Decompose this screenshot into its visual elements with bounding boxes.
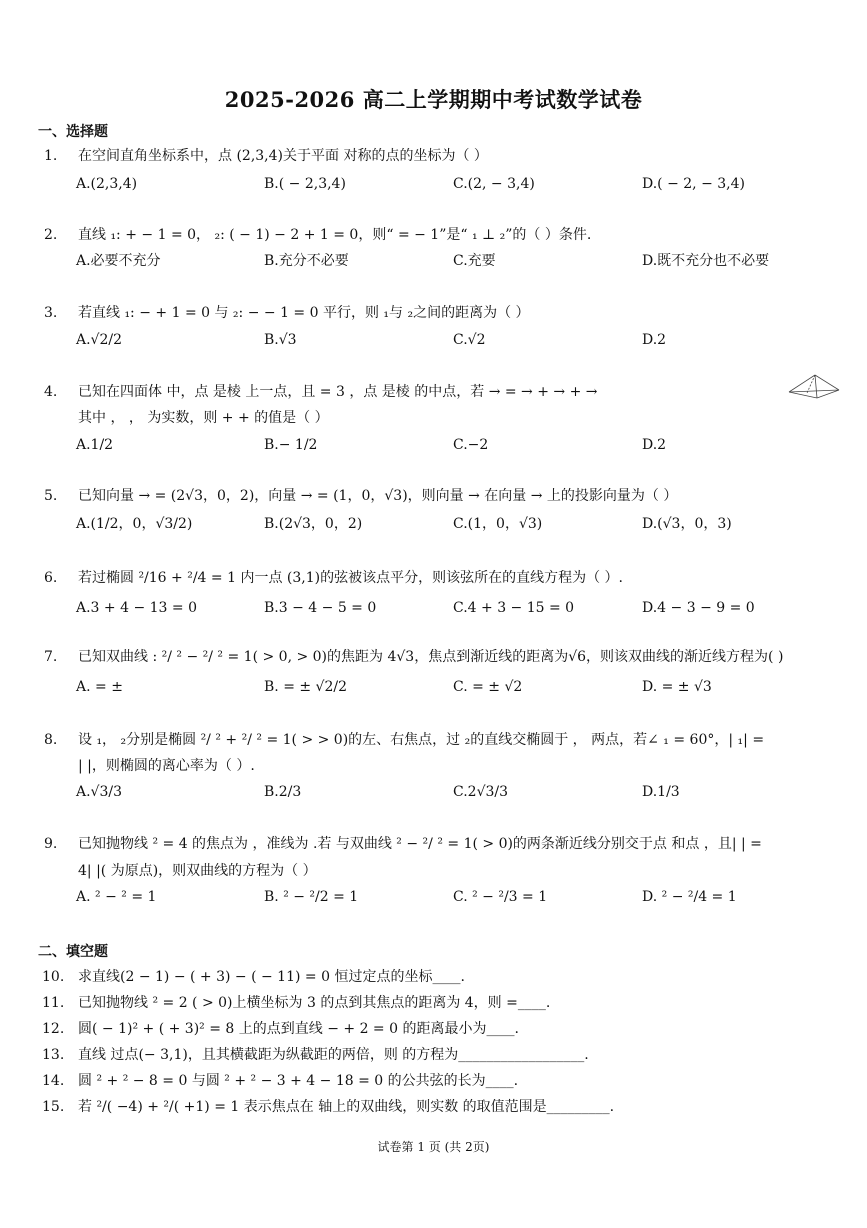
question-stem: 圆 ² + ² − 8 = 0 与圆 ² + ² − 3 + 4 − 18 = 0 的公共弦的长为____.	[78, 1073, 519, 1089]
fill-question-15	[42, 1097, 614, 1117]
fill-question-14	[42, 1071, 518, 1091]
question-2	[44, 225, 834, 245]
question-9-continuation: 4| |( 为原点)，则双曲线的方程为（ ）	[78, 863, 317, 879]
option-c: C.(1，0，√3)	[453, 516, 543, 532]
option-d: D.2	[642, 437, 667, 453]
question-number: 3.	[44, 305, 58, 321]
option-a: A.(2,3,4)	[76, 176, 138, 192]
fill-question-10	[42, 967, 465, 987]
question-number: 1.	[44, 148, 58, 164]
question-stem: 求直线(2 − 1) − ( + 3) − ( − 11) = 0 恒过定点的坐标____.	[78, 969, 465, 985]
option-b: B.充分不必要	[264, 253, 349, 269]
question-stem: 若 ²/( −4) + ²/( +1) = 1 表示焦点在 轴上的双曲线，则实数 的取值范围是_________.	[78, 1099, 615, 1115]
question-stem: 若直线 ₁: − + 1 = 0 与 ₂: − − 1 = 0 平行，则 ₁与 ₂之间的距离为（ ）	[78, 305, 530, 321]
option-a: A.1/2	[76, 437, 114, 453]
question-stem: 已知在四面体 中，点 是棱 上一点，且 = 3 ，点 是棱 的中点，若 → = → + → + →	[78, 384, 598, 400]
question-stem: 已知向量 → = (2√3，0，2)，向量 → = (1，0，√3)，则向量 → 在向量 → 上的投影向量为（ ）	[78, 488, 678, 504]
question-9	[44, 834, 834, 854]
option-b: B.2/3	[264, 784, 302, 800]
question-8	[44, 730, 834, 750]
question-8-continuation: | |，则椭圆的离心率为（ ）.	[78, 758, 255, 774]
question-number: 12.	[42, 1021, 65, 1037]
question-3	[44, 303, 834, 323]
question-stem: 若过椭圆 ²/16 + ²/4 = 1 内一点 (3,1)的弦被该点平分，则该弦所在的直线方程为（ ）.	[78, 570, 623, 586]
option-d: D.(√3，0，3)	[642, 516, 732, 532]
question-4	[44, 382, 834, 402]
question-4-continuation: 其中 ， ， 为实数，则 + + 的值是（ ）	[78, 410, 329, 426]
option-b: B.(2√3，0，2)	[264, 516, 363, 532]
question-6	[44, 568, 834, 588]
option-c: C.4 + 3 − 15 = 0	[453, 600, 575, 616]
option-c: C.充要	[453, 253, 496, 269]
option-b: B.( − 2,3,4)	[264, 176, 346, 192]
option-c: C.2√3/3	[453, 784, 509, 800]
question-number: 13.	[42, 1047, 65, 1063]
option-b: B.√3	[264, 332, 297, 348]
question-stem: 设 ₁， ₂分别是椭圆 ²/ ² + ²/ ² = 1( > > 0)的左、右焦点，过 ₂的直线交椭圆于 ， 两点，若∠ ₁ = 60°，| ₁| =	[78, 732, 765, 748]
option-d: D.1/3	[642, 784, 680, 800]
question-number: 8.	[44, 732, 58, 748]
question-5	[44, 486, 834, 506]
question-number: 7.	[44, 649, 58, 665]
question-stem: 直线 过点(− 3,1)，且其横截距为纵截距的两倍，则 的方程为__________________.	[78, 1047, 589, 1063]
fill-question-13	[42, 1045, 589, 1065]
question-stem: 已知抛物线 ² = 4 的焦点为 ，准线为 .若 与双曲线 ² − ²/ ² = 1( > 0)的两条渐近线分别交于点 和点 ，且| | =	[78, 836, 762, 852]
option-b: B. = ± √2/2	[264, 679, 348, 695]
question-number: 4.	[44, 384, 58, 400]
fill-question-12	[42, 1019, 519, 1039]
question-number: 11.	[42, 995, 65, 1011]
option-c: C. = ± √2	[453, 679, 523, 695]
option-a: A.必要不充分	[76, 253, 161, 269]
option-c: C.−2	[453, 437, 489, 453]
section-heading-choice: 一、选择题	[38, 124, 108, 140]
option-a: A.3 + 4 − 13 = 0	[76, 600, 197, 616]
option-d: D.4 − 3 − 9 = 0	[642, 600, 755, 616]
question-number: 6.	[44, 570, 58, 586]
question-number: 14.	[42, 1073, 65, 1089]
question-stem: 已知抛物线 ² = 2 ( > 0)上横坐标为 3 的点到其焦点的距离为 4，则 =____.	[78, 995, 551, 1011]
question-stem: 圆( − 1)² + ( + 3)² = 8 上的点到直线 − + 2 = 0 的距离最小为____.	[78, 1021, 519, 1037]
option-c: C. ² − ²/3 = 1	[453, 889, 548, 905]
question-7	[44, 647, 834, 667]
option-d: D. ² − ²/4 = 1	[642, 889, 737, 905]
page-footer: 试卷第 1 页 (共 2页)	[377, 1140, 490, 1154]
question-stem: 直线 ₁: + − 1 = 0， ₂: ( − 1) − 2 + 1 = 0，则“ = − 1”是“ ₁ ⊥ ₂”的（ ）条件.	[78, 227, 592, 243]
option-d: D.( − 2, − 3,4)	[642, 176, 745, 192]
option-d: D.2	[642, 332, 667, 348]
option-b: B.3 − 4 − 5 = 0	[264, 600, 377, 616]
section-heading-fill: 二、填空题	[38, 944, 108, 960]
question-number: 10.	[42, 969, 65, 985]
option-c: C.(2, − 3,4)	[453, 176, 535, 192]
option-d: D.既不充分也不必要	[642, 253, 770, 269]
option-d: D. = ± √3	[642, 679, 712, 695]
option-b: B. ² − ²/2 = 1	[264, 889, 359, 905]
option-a: A. ² − ² = 1	[76, 889, 157, 905]
question-number: 9.	[44, 836, 58, 852]
question-number: 2.	[44, 227, 58, 243]
option-a: A. = ±	[76, 679, 123, 695]
question-1	[44, 146, 834, 166]
question-number: 15.	[42, 1099, 65, 1115]
question-stem: 已知双曲线 : ²/ ² − ²/ ² = 1( > 0, > 0)的焦距为 4√3，焦点到渐近线的距离为√6，则该双曲线的渐近线方程为( )	[78, 649, 784, 665]
page-title: 2025-2026 高二上学期期中考试数学试卷	[224, 87, 643, 112]
option-a: A.√3/3	[76, 784, 123, 800]
option-a: A.(1/2，0，√3/2)	[76, 516, 193, 532]
option-b: B.− 1/2	[264, 437, 318, 453]
option-c: C.√2	[453, 332, 486, 348]
option-a: A.√2/2	[76, 332, 123, 348]
fill-question-11	[42, 993, 550, 1013]
tetrahedron-figure	[787, 372, 843, 402]
question-number: 5.	[44, 488, 58, 504]
question-stem: 在空间直角坐标系中，点 (2,3,4)关于平面 对称的点的坐标为（ ）	[78, 148, 488, 164]
